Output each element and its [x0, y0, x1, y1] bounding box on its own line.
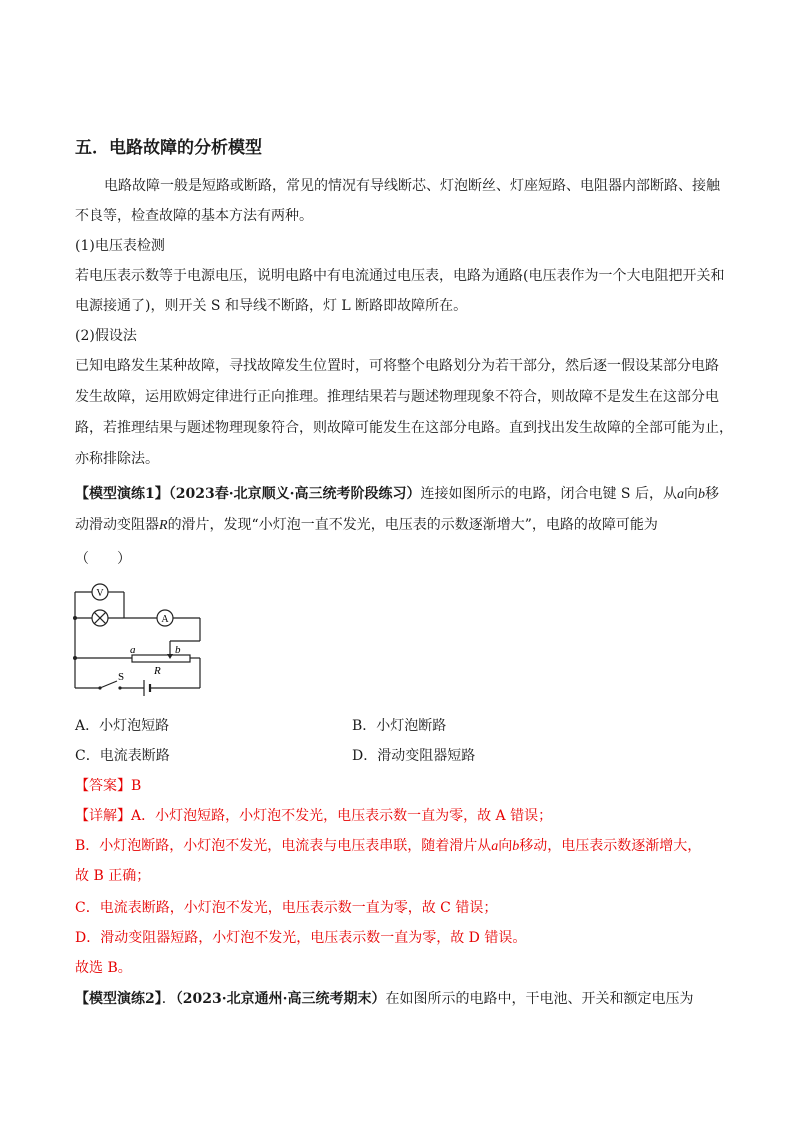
- method2-line-1: 已知电路发生某种故障，寻找故障发生位置时，可将整个电路划分为若干部分，然后逐一假设某部分电路: [75, 358, 719, 374]
- example1-text-to: 向: [683, 486, 698, 502]
- example2-source: （2023·北京通州·高三统考期末）: [175, 991, 386, 1007]
- example1-text-2b: 的滑片，发现“小灯泡一直不发光，电压表的示数逐渐增大”，电路的故障可能为: [167, 517, 658, 533]
- conclusion-line: 故选 B。: [75, 960, 132, 976]
- ammeter-label: A: [161, 614, 169, 625]
- example1-source: （2023春·北京顺义·高三统考阶段练习）: [168, 486, 421, 502]
- var-R: R: [159, 518, 168, 533]
- option-b: B．小灯泡断路: [352, 718, 447, 734]
- example1-text: 连接如图所示的电路，闭合电键 S 后，从: [420, 486, 677, 502]
- example2-line-1: [75, 989, 693, 1009]
- rheostat-icon: [132, 655, 190, 662]
- option-c: C．电流表断路: [75, 748, 170, 764]
- example1-text-2a: 动滑动变阻器: [75, 517, 159, 533]
- example1-line-2: [75, 515, 658, 536]
- detail-line-b1: [75, 836, 701, 857]
- detail-b-to: 向: [498, 838, 513, 854]
- option-a: A．小灯泡短路: [75, 718, 170, 734]
- switch-blade: [100, 681, 117, 688]
- detail-b-move: 移动，电压表示数逐渐增大，: [519, 838, 702, 854]
- var-a: a: [676, 487, 684, 502]
- rheostat-end-a-label: a: [130, 644, 136, 656]
- option-d: D．滑动变阻器短路: [352, 748, 476, 764]
- detail-var-b: b: [512, 839, 520, 854]
- detail-b-text: B．小灯泡断路，小灯泡不发光，电流表与电压表串联，随着滑片从: [75, 838, 492, 854]
- method2-line-3: 路，若推理结果与题述物理现象符合，则故障可能发生在这部分电路。直到找出发生故障的全部可能为止，: [75, 420, 733, 436]
- junction-dot: [73, 616, 77, 620]
- method1-line-1: 若电压表示数等于电源电压，说明电路中有电流通过电压表，电路为通路(电压表作为一个大电阻把开关和: [75, 268, 725, 284]
- example1-line-1: [75, 484, 719, 505]
- junction-dot: [73, 656, 77, 660]
- example1-tag: 【模型演练1】: [75, 486, 169, 502]
- method2-line-2: 发生故障，运用欧姆定律进行正向推理。推理结果若与题述物理现象不符合，则故障不是发生在这部分电: [75, 389, 719, 405]
- var-b: b: [697, 487, 705, 502]
- switch-pivot-icon: [98, 686, 101, 689]
- detail-line-d: D．滑动变阻器短路，小灯泡不发光，电压表示数一直为零，故 D 错误。: [75, 930, 527, 946]
- method2-line-4: 亦称排除法。: [75, 451, 159, 467]
- example2-dot: ．: [161, 991, 176, 1007]
- switch-label: S: [118, 671, 125, 683]
- example2-tag: 【模型演练2】: [75, 991, 162, 1007]
- detail-line-b2: 故 B 正确；: [75, 868, 151, 884]
- method1-title: (1)电压表检测: [75, 238, 165, 254]
- rheostat-label: R: [154, 665, 161, 677]
- intro-line-2: 不良等，检查故障的基本方法有两种。: [75, 208, 313, 224]
- answer-line: 【答案】B: [75, 778, 142, 794]
- detail-line-a: 【详解】A．小灯泡短路，小灯泡不发光，电压表示数一直为零，故 A 错误；: [75, 808, 553, 824]
- answer-blank: （ ）: [75, 551, 131, 567]
- example2-text: 在如图所示的电路中，干电池、开关和额定电压为: [385, 991, 694, 1007]
- detail-line-c: C．电流表断路，小灯泡不发光，电压表示数一直为零，故 C 错误；: [75, 900, 498, 916]
- section-heading: 五．电路故障的分析模型: [75, 138, 262, 158]
- example1-text-move: 移: [704, 486, 719, 502]
- rheostat-end-b-label: b: [175, 644, 181, 656]
- circuit-diagram: [60, 575, 220, 700]
- method2-title: (2)假设法: [75, 328, 137, 344]
- detail-var-a: a: [491, 839, 499, 854]
- intro-line-1: 电路故障一般是短路或断路，常见的情况有导线断芯、灯泡断丝、灯座短路、电阻器内部断路、接触: [104, 178, 720, 194]
- method1-line-2: 电源接通了)，则开关 S 和导线不断路，灯 L 断路即故障所在。: [75, 298, 468, 314]
- switch-contact-icon: [118, 686, 121, 689]
- voltmeter-label: V: [96, 588, 104, 599]
